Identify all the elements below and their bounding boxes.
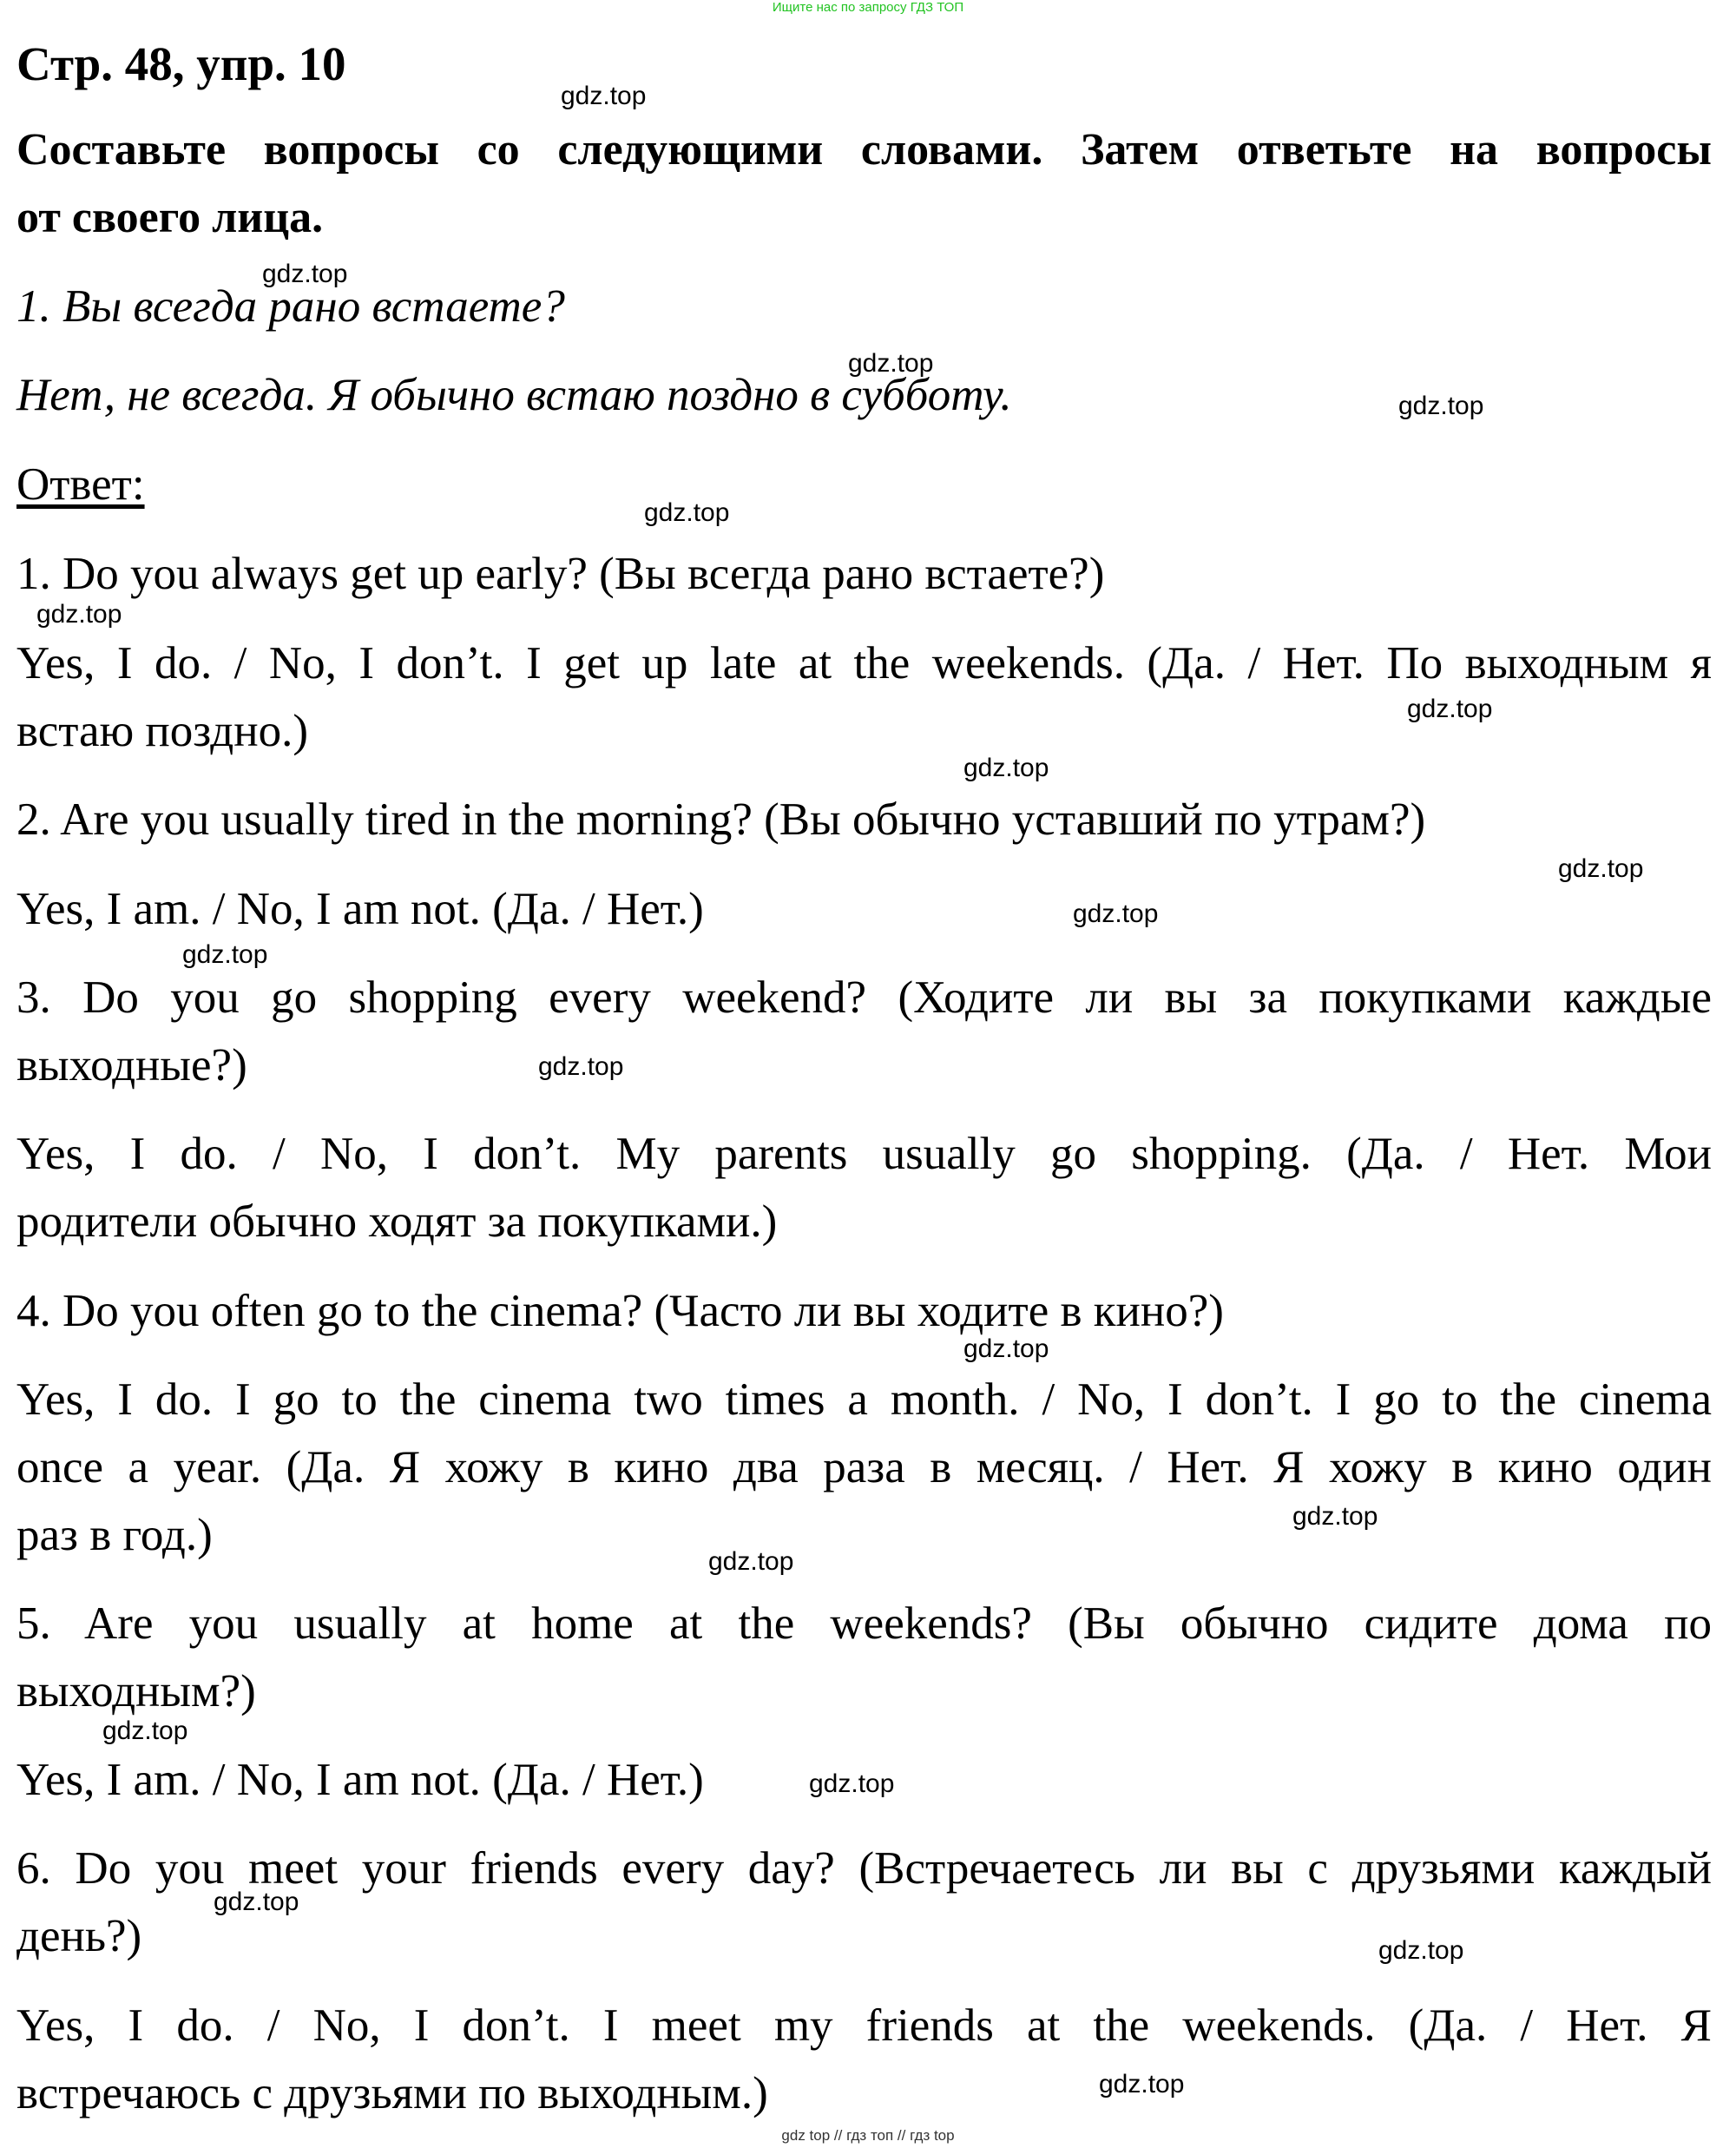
item-3-answer-line-2: родители обычно ходят за покупками.) [16,1196,778,1247]
watermark: gdz.top [644,498,730,527]
watermark: gdz.top [963,1334,1049,1363]
item-6-answer-line-2: встречаюсь с друзьями по выходным.) [16,2068,768,2118]
watermark: gdz.top [708,1547,794,1576]
item-1-answer-line-1: Yes, I do. / No, I don’t. I get up late at the weekends. (Да. / Нет. По выходным я [16,638,1712,689]
item-6-question-line-2: день?) [16,1911,142,1961]
item-4-answer-line-1: Yes, I do. I go to the cinema two times a month. / No, I don’t. I go to the cinema [16,1374,1712,1425]
watermark: gdz.top [963,754,1049,782]
item-1-question: 1. Do you always get up early? (Вы всегда рано встаете?) [16,549,1105,599]
watermark: gdz.top [538,1052,624,1081]
watermark: gdz.top [1378,1936,1464,1965]
task-text-line-2: от своего лица. [16,193,324,242]
answer-heading [16,451,1712,518]
item-4-answer-line-2: once a year. (Да. Я хожу в кино два раза в месяц. / Нет. Я хожу в кино один [16,1442,1712,1492]
watermark: gdz.top [1407,695,1493,723]
item-4-answer-line-3: раз в год.) [16,1510,213,1560]
watermark: gdz.top [1292,1502,1378,1531]
item-3-question-line-2: выходные?) [16,1040,247,1090]
watermark: gdz.top [1558,854,1644,883]
watermark: gdz.top [36,600,122,629]
item-5-question-line-1: 5. Are you usually at home at the weekends? (Вы обычно сидите дома по [16,1598,1712,1649]
item-4-question: 4. Do you often go to the cinema? (Часто ли вы ходите в кино?) [16,1286,1224,1336]
watermark: gdz.top [214,1888,299,1916]
item-1-answer-line-2: встаю поздно.) [16,706,308,756]
item-2-question: 2. Are you usually tired in the morning? (Вы обычно уставший по утрам?) [16,794,1426,845]
answer-heading-text: Ответ: [16,459,145,510]
item-6-question-line-1: 6. Do you meet your friends every day? (Встречаетесь ли вы с друзьями каждый [16,1843,1712,1894]
watermark: gdz.top [182,940,268,969]
watermark: gdz.top [1099,2070,1185,2099]
item-2-answer: Yes, I am. / No, I am not. (Да. / Нет.) [16,884,704,934]
watermark: gdz.top [1073,899,1159,928]
item-5-answer: Yes, I am. / No, I am not. (Да. / Нет.) [16,1755,704,1805]
watermark: gdz.top [262,260,348,288]
watermark: gdz.top [561,82,647,110]
example-answer: Нет, не всегда. Я обычно встаю поздно в субботу. [16,370,1012,420]
task-text-line-1: Составьте вопросы со следующими словами. Затем ответьте на вопросы [16,125,1712,175]
watermark: gdz.top [102,1716,188,1745]
footer-text: gdz top // гдз топ // гдз top [781,2127,955,2144]
watermark: gdz.top [809,1769,895,1798]
header-note: Ищите нас по запросу ГДЗ ТОП [772,0,964,15]
page-title: Стр. 48, упр. 10 [16,37,346,90]
example-question: 1. Вы всегда рано встаете? [16,281,565,332]
watermark: gdz.top [1398,392,1484,420]
item-5-question-line-2: выходным?) [16,1666,256,1716]
item-3-question-line-1: 3. Do you go shopping every weekend? (Ходите ли вы за покупками каждые [16,972,1712,1023]
watermark: gdz.top [848,349,934,378]
item-6-answer-line-1: Yes, I do. / No, I don’t. I meet my friends at the weekends. (Да. / Нет. Я [16,2000,1712,2051]
item-3-answer-line-1: Yes, I do. / No, I don’t. My parents usually go shopping. (Да. / Нет. Мои [16,1129,1712,1179]
